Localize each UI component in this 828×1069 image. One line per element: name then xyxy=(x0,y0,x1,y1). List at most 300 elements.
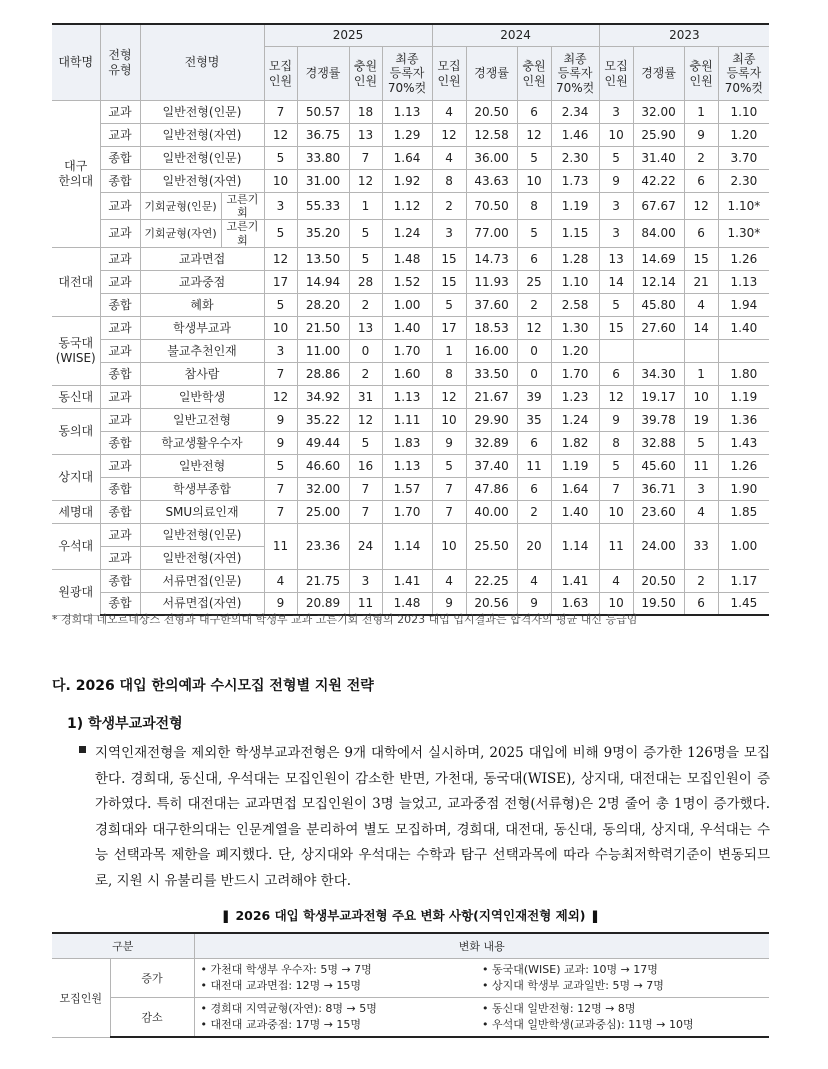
value-cell: 8 xyxy=(517,193,551,220)
sub-col-label: 최종 등록자 70%컷 xyxy=(387,51,427,95)
university-name: 상지대 xyxy=(58,470,94,485)
value-cell: 1.14 xyxy=(382,523,432,569)
value-cell: 36.71 xyxy=(633,477,684,500)
value-cell: 8 xyxy=(432,170,466,193)
value-cell: 9 xyxy=(517,592,551,615)
type-cell: 교과 xyxy=(100,546,140,569)
program-name-cell xyxy=(140,569,264,592)
sub-col-header xyxy=(633,47,684,101)
value-cell: 28.86 xyxy=(297,362,349,385)
value-cell: 15 xyxy=(599,316,633,339)
value-cell: 23.36 xyxy=(297,523,349,569)
value-cell: 1.64 xyxy=(382,147,432,170)
program-name-cell xyxy=(140,385,264,408)
value-cell: 4 xyxy=(432,101,466,124)
program-name-cell xyxy=(140,339,264,362)
program-name-cell xyxy=(140,270,264,293)
value-cell: 1.70 xyxy=(551,362,599,385)
value-cell: 47.86 xyxy=(466,477,517,500)
university-name: 동의대 xyxy=(58,424,94,439)
col-type-header xyxy=(100,24,140,101)
value-cell: 45.60 xyxy=(633,454,684,477)
program-name: 혜화 xyxy=(190,297,214,312)
value-cell: 1.26 xyxy=(718,247,769,270)
value-cell: 45.80 xyxy=(633,293,684,316)
university-cell xyxy=(52,385,100,408)
value-cell: 4 xyxy=(684,293,718,316)
col-name-header: 전형명 xyxy=(140,24,264,101)
value-cell: 1.73 xyxy=(551,170,599,193)
sub-col-label: 충원 인원 xyxy=(689,59,713,88)
value-cell: 1.85 xyxy=(718,500,769,523)
table-row xyxy=(52,193,769,220)
value-cell: 20 xyxy=(517,523,551,569)
sub-col-label: 최종 등록자 70%컷 xyxy=(555,51,595,95)
value-cell: 49.44 xyxy=(297,431,349,454)
value-cell: 13 xyxy=(349,316,382,339)
value-cell: 1.24 xyxy=(551,408,599,431)
value-cell: 1.14 xyxy=(551,523,599,569)
program-name: 일반전형(자연) xyxy=(162,127,242,142)
value-cell: 1.48 xyxy=(382,247,432,270)
type-cell: 교과 xyxy=(100,339,140,362)
sub-col-header xyxy=(432,47,466,101)
value-cell: 7 xyxy=(264,362,297,385)
table-row xyxy=(52,500,769,523)
value-cell: 5 xyxy=(349,431,382,454)
type-cell: 교과 xyxy=(100,385,140,408)
value-cell: 6 xyxy=(599,362,633,385)
sub-col-label: 충원 인원 xyxy=(353,59,378,88)
program-name: SMU의료인재 xyxy=(165,504,239,519)
year-header-2025: 2025 xyxy=(264,24,432,47)
table-row xyxy=(52,477,769,500)
value-cell: 14.94 xyxy=(297,270,349,293)
university-name: 우석대 xyxy=(58,539,94,554)
sub-col-header xyxy=(382,47,432,101)
sub-col-label: 경쟁률 xyxy=(474,66,509,81)
value-cell: 67.67 xyxy=(633,193,684,220)
value-cell: 0 xyxy=(517,339,551,362)
value-cell: 14 xyxy=(684,316,718,339)
value-cell: 1.19 xyxy=(551,193,599,220)
value-cell: 1.70 xyxy=(382,339,432,362)
university-cell xyxy=(52,408,100,454)
type-cell: 교과 xyxy=(100,408,140,431)
value-cell: 2.34 xyxy=(551,101,599,124)
value-cell: 25 xyxy=(517,270,551,293)
program-sub-label: 고른기회 xyxy=(226,193,259,220)
value-cell: 19.50 xyxy=(633,592,684,615)
value-cell: 1.40 xyxy=(551,500,599,523)
type-cell: 교과 xyxy=(100,220,140,247)
program-name-cell xyxy=(140,431,264,454)
value-cell: 39.78 xyxy=(633,408,684,431)
value-cell: 21.50 xyxy=(297,316,349,339)
value-cell: 11.93 xyxy=(466,270,517,293)
table-row xyxy=(52,270,769,293)
table-row xyxy=(52,147,769,170)
value-cell: 1.83 xyxy=(382,431,432,454)
value-cell: 33.50 xyxy=(466,362,517,385)
value-cell: 1.10 xyxy=(718,101,769,124)
value-cell: 12 xyxy=(432,385,466,408)
value-cell: 19.17 xyxy=(633,385,684,408)
value-cell: 10 xyxy=(684,385,718,408)
value-cell: 32.00 xyxy=(633,101,684,124)
change-item: • 대전대 교과면접: 12명 → 15명 xyxy=(200,979,362,992)
value-cell: 10 xyxy=(264,316,297,339)
value-cell: 21 xyxy=(684,270,718,293)
value-cell: 11 xyxy=(599,523,633,569)
value-cell: 1.19 xyxy=(551,454,599,477)
value-cell: 3 xyxy=(599,220,633,247)
sub-col-header xyxy=(349,47,382,101)
change-col-content: 변화 내용 xyxy=(194,933,769,959)
value-cell: 37.60 xyxy=(466,293,517,316)
value-cell: 46.60 xyxy=(297,454,349,477)
value-cell: 2 xyxy=(349,293,382,316)
value-cell: 9 xyxy=(684,124,718,147)
value-cell: 14.69 xyxy=(633,247,684,270)
value-cell: 1.30 xyxy=(551,316,599,339)
sub-col-label: 충원 인원 xyxy=(522,59,546,88)
value-cell: 3 xyxy=(432,220,466,247)
value-cell: 1.17 xyxy=(718,569,769,592)
value-cell: 1.41 xyxy=(382,569,432,592)
value-cell: 1.00 xyxy=(718,523,769,569)
value-cell: 3 xyxy=(264,339,297,362)
value-cell: 1.00 xyxy=(382,293,432,316)
program-name-split xyxy=(141,220,264,246)
section-title: 다. 2026 대입 한의예과 수시모집 전형별 지원 전략 xyxy=(52,678,374,694)
value-cell: 7 xyxy=(349,477,382,500)
value-cell: 12.14 xyxy=(633,270,684,293)
value-cell: 40.00 xyxy=(466,500,517,523)
program-name-cell xyxy=(140,408,264,431)
value-cell: 33 xyxy=(684,523,718,569)
program-name-split xyxy=(141,193,264,219)
type-cell: 종합 xyxy=(100,477,140,500)
change-decrease-items xyxy=(194,998,769,1038)
table-row xyxy=(52,569,769,592)
value-cell: 4 xyxy=(432,569,466,592)
value-cell: 7 xyxy=(264,477,297,500)
value-cell: 37.40 xyxy=(466,454,517,477)
change-table xyxy=(52,932,769,1038)
value-cell: 2 xyxy=(684,569,718,592)
value-cell: 21.75 xyxy=(297,569,349,592)
change-increase-items xyxy=(194,959,769,998)
value-cell: 15 xyxy=(432,247,466,270)
value-cell: 2 xyxy=(349,362,382,385)
table-row xyxy=(52,247,769,270)
footnote: * 경희대 네오르네상스 전형과 대구한의대 학생부 교과 고른기회 전형의 2023 대입 입시결과는 합격자의 평균 내신 등급임 xyxy=(52,613,638,626)
value-cell: 1 xyxy=(684,362,718,385)
value-cell: 13 xyxy=(349,124,382,147)
program-name: 일반전형(인문) xyxy=(162,527,242,542)
value-cell: 3 xyxy=(264,193,297,220)
program-name-cell xyxy=(140,124,264,147)
value-cell: 7 xyxy=(264,101,297,124)
value-cell: 11.00 xyxy=(297,339,349,362)
value-cell: 17 xyxy=(264,270,297,293)
sub-col-label: 경쟁률 xyxy=(305,66,341,81)
value-cell: 6 xyxy=(684,592,718,615)
university-cell xyxy=(52,454,100,500)
program-name-cell xyxy=(140,247,264,270)
program-name: 일반전형(자연) xyxy=(162,173,242,188)
program-name-cell xyxy=(140,477,264,500)
value-cell: 6 xyxy=(517,247,551,270)
value-cell: 1.64 xyxy=(551,477,599,500)
program-name: 일반고전형 xyxy=(173,412,231,427)
value-cell: 20.89 xyxy=(297,592,349,615)
value-cell: 1.40 xyxy=(382,316,432,339)
value-cell: 1.70 xyxy=(382,500,432,523)
type-cell: 교과 xyxy=(100,124,140,147)
program-name: 서류면접(자연) xyxy=(162,596,242,611)
value-cell: 10 xyxy=(517,170,551,193)
value-cell: 4 xyxy=(432,147,466,170)
value-cell: 4 xyxy=(684,500,718,523)
value-cell: 1.36 xyxy=(718,408,769,431)
university-name: 대구 한의대 xyxy=(58,159,94,188)
increase-right-column xyxy=(482,962,760,994)
value-cell: 17 xyxy=(432,316,466,339)
value-cell: 9 xyxy=(432,431,466,454)
value-cell: 1.46 xyxy=(551,124,599,147)
value-cell: 2.58 xyxy=(551,293,599,316)
value-cell: 50.57 xyxy=(297,101,349,124)
value-cell: 8 xyxy=(599,431,633,454)
value-cell: 16.00 xyxy=(466,339,517,362)
value-cell: 42.22 xyxy=(633,170,684,193)
value-cell: 1.40 xyxy=(718,316,769,339)
value-cell: 1 xyxy=(432,339,466,362)
value-cell: 14 xyxy=(599,270,633,293)
change-decrease-label: 감소 xyxy=(110,998,194,1038)
program-name: 학생부종합 xyxy=(173,481,231,496)
value-cell: 12 xyxy=(432,124,466,147)
sub-col-header xyxy=(517,47,551,101)
value-cell: 3 xyxy=(349,569,382,592)
value-cell: 11 xyxy=(264,523,297,569)
value-cell: 1.11 xyxy=(382,408,432,431)
value-cell: 1.63 xyxy=(551,592,599,615)
value-cell: 1.24 xyxy=(382,220,432,247)
value-cell: 4 xyxy=(264,569,297,592)
value-cell: 25.00 xyxy=(297,500,349,523)
value-cell: 25.50 xyxy=(466,523,517,569)
value-cell: 1.13 xyxy=(382,101,432,124)
university-name: 세명대 xyxy=(58,504,94,519)
value-cell: 13 xyxy=(599,247,633,270)
sub-col-header xyxy=(264,47,297,101)
value-cell: 1.30* xyxy=(718,220,769,247)
value-cell: 10 xyxy=(432,408,466,431)
value-cell: 1.60 xyxy=(382,362,432,385)
value-cell: 9 xyxy=(599,408,633,431)
value-cell: 6 xyxy=(684,220,718,247)
value-cell: 9 xyxy=(264,408,297,431)
program-name-cell xyxy=(140,147,264,170)
year-header-2023: 2023 xyxy=(599,24,769,47)
sub-col-header xyxy=(466,47,517,101)
program-name: 교과중점 xyxy=(178,274,226,289)
value-cell: 14.73 xyxy=(466,247,517,270)
value-cell: 5 xyxy=(517,147,551,170)
value-cell: 1.52 xyxy=(382,270,432,293)
value-cell: 32.88 xyxy=(633,431,684,454)
university-cell xyxy=(52,316,100,385)
value-cell: 34.30 xyxy=(633,362,684,385)
decrease-right-column xyxy=(482,1001,760,1033)
value-cell: 22.25 xyxy=(466,569,517,592)
change-increase-label: 증가 xyxy=(110,959,194,998)
value-cell: 5 xyxy=(432,293,466,316)
university-name: 동국대 (WISE) xyxy=(55,336,96,365)
strategy-paragraph: 지역인재전형을 제외한 학생부교과전형은 9개 대학에서 실시하며, 2025 대입에 비해 9명이 증가한 126명을 모집한다. 경희대, 동신대, 우석대는 모집인원이 감소한 반면, 가천대, 동국대(WISE), 상지대, 대전대는 모집인원이 증가하였다. 특히 대전대는 교과면접 모집인원이 3명 늘었고, 교과중점 전형(서류형)은 2명 줄어 총 1명이 증가했다. 경희대와 대구한의대는 인문계열을 분리하여 별도 모집하며, 경희대, 대전대, 동신대, 동의대, 상지대, 우석대는 수능 선택과목 제한을 폐지했다. 단, 상지대와 우석대는 수학과 탐구 선택과목에 따라 수능최저학력기준이 변동되므로, 지원 시 유불리를 반드시 고려해야 한다. xyxy=(95,745,770,889)
value-cell: 24 xyxy=(349,523,382,569)
change-item: • 가천대 학생부 우수자: 5명 → 7명 xyxy=(200,963,372,976)
value-cell: 12 xyxy=(517,316,551,339)
value-cell: 29.90 xyxy=(466,408,517,431)
value-cell: 25.90 xyxy=(633,124,684,147)
col-type-label: 전형 유형 xyxy=(108,48,132,77)
value-cell: 3.70 xyxy=(718,147,769,170)
value-cell: 23.60 xyxy=(633,500,684,523)
value-cell: 6 xyxy=(517,431,551,454)
value-cell: 1.19 xyxy=(718,385,769,408)
sub-col-header xyxy=(718,47,769,101)
value-cell: 0 xyxy=(517,362,551,385)
value-cell: 24.00 xyxy=(633,523,684,569)
value-cell: 4 xyxy=(517,569,551,592)
sub-col-label: 경쟁률 xyxy=(641,66,676,81)
value-cell: 2 xyxy=(684,147,718,170)
value-cell: 31.40 xyxy=(633,147,684,170)
program-name: 일반전형 xyxy=(178,458,226,473)
value-cell: 2 xyxy=(517,293,551,316)
value-cell: 6 xyxy=(517,477,551,500)
value-cell: 12 xyxy=(264,385,297,408)
program-name: 교과면접 xyxy=(178,251,226,266)
type-cell: 종합 xyxy=(100,170,140,193)
value-cell: 20.50 xyxy=(466,101,517,124)
value-cell: 12 xyxy=(684,193,718,220)
change-table-caption: ❚ 2026 대입 학생부교과전형 주요 변화 사항(지역인재전형 제외) ❚ xyxy=(220,908,601,923)
table-row xyxy=(52,101,769,124)
type-cell: 교과 xyxy=(100,270,140,293)
value-cell: 1.13 xyxy=(718,270,769,293)
value-cell: 7 xyxy=(264,500,297,523)
value-cell: 28 xyxy=(349,270,382,293)
value-cell: 15 xyxy=(684,247,718,270)
type-cell: 교과 xyxy=(100,247,140,270)
value-cell: 1.43 xyxy=(718,431,769,454)
program-name: 기회균형(인문) xyxy=(141,193,222,219)
value-cell: 31.00 xyxy=(297,170,349,193)
table-row xyxy=(52,385,769,408)
value-cell: 1.92 xyxy=(382,170,432,193)
program-name-cell xyxy=(140,546,264,569)
type-cell: 교과 xyxy=(100,101,140,124)
value-cell: 35.20 xyxy=(297,220,349,247)
value-cell: 27.60 xyxy=(633,316,684,339)
value-cell: 7 xyxy=(432,477,466,500)
program-name-cell xyxy=(140,193,264,220)
university-cell xyxy=(52,569,100,615)
change-item: • 동신대 일반전형: 12명 → 8명 xyxy=(482,1002,636,1015)
table-row xyxy=(52,316,769,339)
university-cell xyxy=(52,101,100,248)
change-item: • 동국대(WISE) 교과: 10명 → 17명 xyxy=(482,963,658,976)
value-cell: 10 xyxy=(599,500,633,523)
type-cell: 교과 xyxy=(100,193,140,220)
value-cell: 1.90 xyxy=(718,477,769,500)
type-cell: 종합 xyxy=(100,500,140,523)
value-cell: 77.00 xyxy=(466,220,517,247)
value-cell: 5 xyxy=(599,147,633,170)
change-item: • 대전대 교과중점: 17명 → 15명 xyxy=(200,1018,362,1031)
value-cell: 11 xyxy=(684,454,718,477)
value-cell: 15 xyxy=(432,270,466,293)
program-name-cell xyxy=(140,220,264,247)
table-row xyxy=(52,124,769,147)
program-name-cell xyxy=(140,293,264,316)
decrease-left-column xyxy=(201,1001,479,1033)
university-cell xyxy=(52,247,100,316)
sub-col-label: 모집 인원 xyxy=(268,59,293,88)
value-cell: 32.00 xyxy=(297,477,349,500)
type-cell: 종합 xyxy=(100,569,140,592)
type-cell: 교과 xyxy=(100,523,140,546)
value-cell: 2 xyxy=(517,500,551,523)
type-cell: 종합 xyxy=(100,362,140,385)
type-cell: 종합 xyxy=(100,431,140,454)
value-cell: 11 xyxy=(349,592,382,615)
program-sub-label: 고른기회 xyxy=(226,220,259,247)
value-cell: 2 xyxy=(432,193,466,220)
university-cell xyxy=(52,500,100,523)
table-row xyxy=(52,362,769,385)
change-col-category: 구분 xyxy=(52,933,194,959)
value-cell: 55.33 xyxy=(297,193,349,220)
value-cell: 1.12 xyxy=(382,193,432,220)
table-row xyxy=(52,170,769,193)
value-cell: 5 xyxy=(599,293,633,316)
value-cell: 2.30 xyxy=(551,147,599,170)
value-cell: 6 xyxy=(684,170,718,193)
change-item: • 우석대 일반학생(교과중심): 11명 → 10명 xyxy=(482,1018,694,1031)
program-name: 학교생활우수자 xyxy=(161,435,243,450)
table-row xyxy=(52,523,769,546)
sub-col-header xyxy=(684,47,718,101)
value-cell: 1.57 xyxy=(382,477,432,500)
value-cell: 32.89 xyxy=(466,431,517,454)
program-name: 일반학생 xyxy=(178,389,226,404)
value-cell: 36.00 xyxy=(466,147,517,170)
table-row xyxy=(52,454,769,477)
sub-col-label: 모집 인원 xyxy=(604,59,628,88)
value-cell: 1.48 xyxy=(382,592,432,615)
table-row xyxy=(52,220,769,247)
value-cell: 7 xyxy=(349,147,382,170)
university-name: 원광대 xyxy=(58,585,94,600)
value-cell xyxy=(633,339,684,362)
value-cell xyxy=(684,339,718,362)
